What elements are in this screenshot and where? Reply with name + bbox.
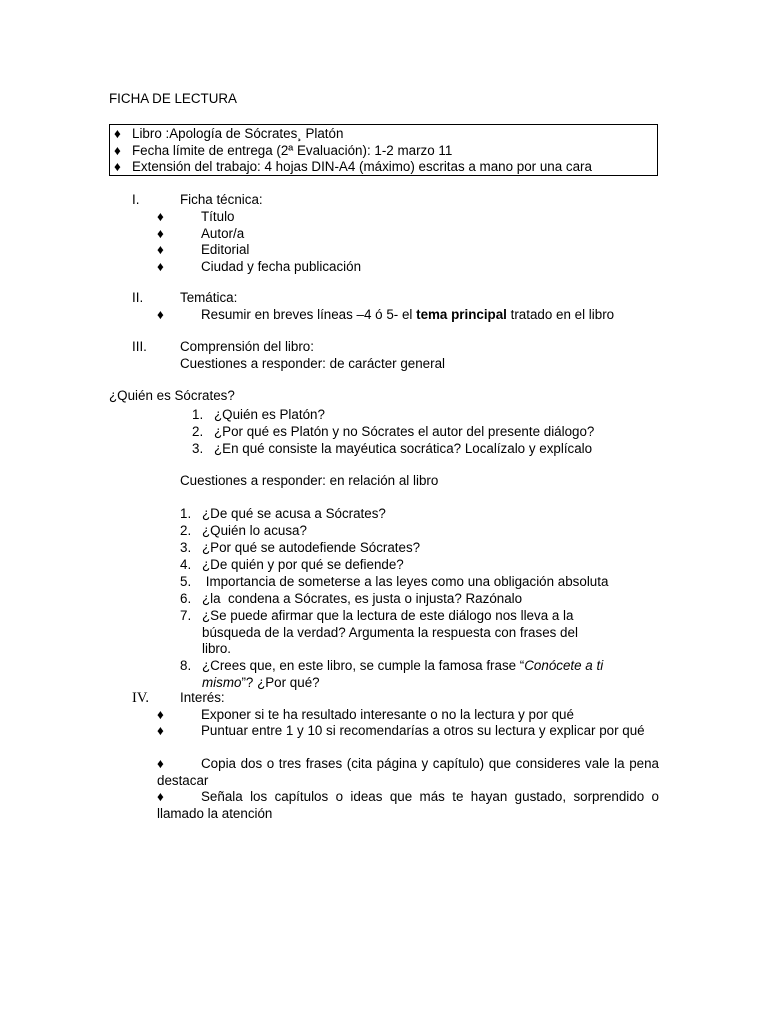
list-item: 6. ¿la condena a Sócrates, es justa o injusta? Razónalo (180, 591, 523, 606)
list-item: 3. ¿En qué consiste la mayéutica socrática? Localízalo y explícalo (192, 441, 593, 456)
list-item: ♦ Editorial (157, 242, 250, 258)
info-item: ♦ Extensión del trabajo: 4 hojas DIN-A4 (máximo) escritas a mano por una cara (114, 159, 592, 175)
quoted-phrase: Conócete a ti mismo (202, 658, 604, 690)
section-title: Ficha técnica: (180, 192, 263, 207)
list-item: 8. ¿Crees que, en este libro, se cumple la famosa frase “Conócete a ti mismo”? ¿Por qué? (180, 658, 604, 690)
section-1-list (157, 209, 659, 276)
diamond-bullet-icon: ♦ (157, 307, 164, 322)
libro-list (180, 506, 640, 692)
info-item: ♦ Fecha límite de entrega (2ª Evaluación): 1-2 marzo 11 (114, 142, 453, 158)
diamond-bullet-icon: ♦ (157, 756, 164, 771)
interest-item: ♦ Señala los capítulos o ideas que más te hayan gustado, sorprendido o llamado la atención (157, 789, 659, 821)
list-item: ♦ Autor/a (157, 225, 245, 241)
section-number: III. (132, 339, 147, 354)
list-item: 4. ¿De quién y por qué se defiende? (180, 557, 404, 572)
diamond-bullet-icon: ♦ (114, 142, 121, 158)
interest-item: ♦ Puntuar entre 1 y 10 si recomendarías a otros su lectura y explicar por qué (157, 723, 645, 738)
quien-heading: ¿Quién es Sócrates? (109, 388, 235, 403)
section-title: Comprensión del libro: (180, 339, 314, 354)
info-item: ♦ Libro :Apología de Sócrates¸ Platón (114, 126, 344, 141)
list-item: 5. Importancia de someterse a las leyes como una obligación absoluta (180, 574, 609, 589)
section-2-list (157, 307, 659, 324)
diamond-bullet-icon: ♦ (157, 707, 164, 722)
emphasis-text: tema principal (416, 307, 507, 322)
section-number: II. (132, 290, 144, 305)
subheading: Cuestiones a responder: de carácter general (180, 356, 445, 371)
list-item: 7. ¿Se puede afirmar que la lectura de este diálogo nos lleva a la búsqueda de la verdad? Argumenta la respuesta con frases del libro. (180, 608, 578, 657)
diamond-bullet-icon: ♦ (157, 242, 164, 258)
list-item: ♦ Título (157, 209, 235, 224)
interest-item: ♦ Copia dos o tres frases (cita página y capítulo) que consideres vale la pena destacar (157, 756, 659, 788)
diamond-bullet-icon: ♦ (157, 259, 164, 275)
info-box (109, 124, 658, 176)
section-number: IV. (132, 690, 150, 706)
diamond-bullet-icon: ♦ (114, 159, 121, 175)
list-item: 3. ¿Por qué se autodefiende Sócrates? (180, 540, 421, 555)
diamond-bullet-icon: ♦ (157, 789, 164, 804)
list-item: 1. ¿Quién es Platón? (192, 407, 325, 422)
list-item: ♦ Resumir en breves líneas –4 ó 5- el tema principal tratado en el libro (157, 307, 615, 322)
list-item: 2. ¿Por qué es Platón y no Sócrates el autor del presente diálogo? (192, 424, 595, 439)
document-title: FICHA DE LECTURA (109, 91, 237, 106)
diamond-bullet-icon: ♦ (157, 225, 164, 241)
subheading: Cuestiones a responder: en relación al libro (180, 473, 439, 488)
diamond-bullet-icon: ♦ (157, 209, 164, 224)
interest-item: ♦ Exponer si te ha resultado interesante o no la lectura y por qué (157, 707, 574, 722)
diamond-bullet-icon: ♦ (157, 723, 164, 738)
section-number: I. (132, 192, 140, 207)
list-item: 2. ¿Quién lo acusa? (180, 523, 307, 538)
section-title: Temática: (180, 290, 238, 305)
section-title: Interés: (180, 690, 225, 705)
quien-list (192, 407, 632, 458)
list-item: 1. ¿De qué se acusa a Sócrates? (180, 506, 386, 521)
diamond-bullet-icon: ♦ (114, 126, 121, 141)
list-item: ♦ Ciudad y fecha publicación (157, 259, 362, 275)
